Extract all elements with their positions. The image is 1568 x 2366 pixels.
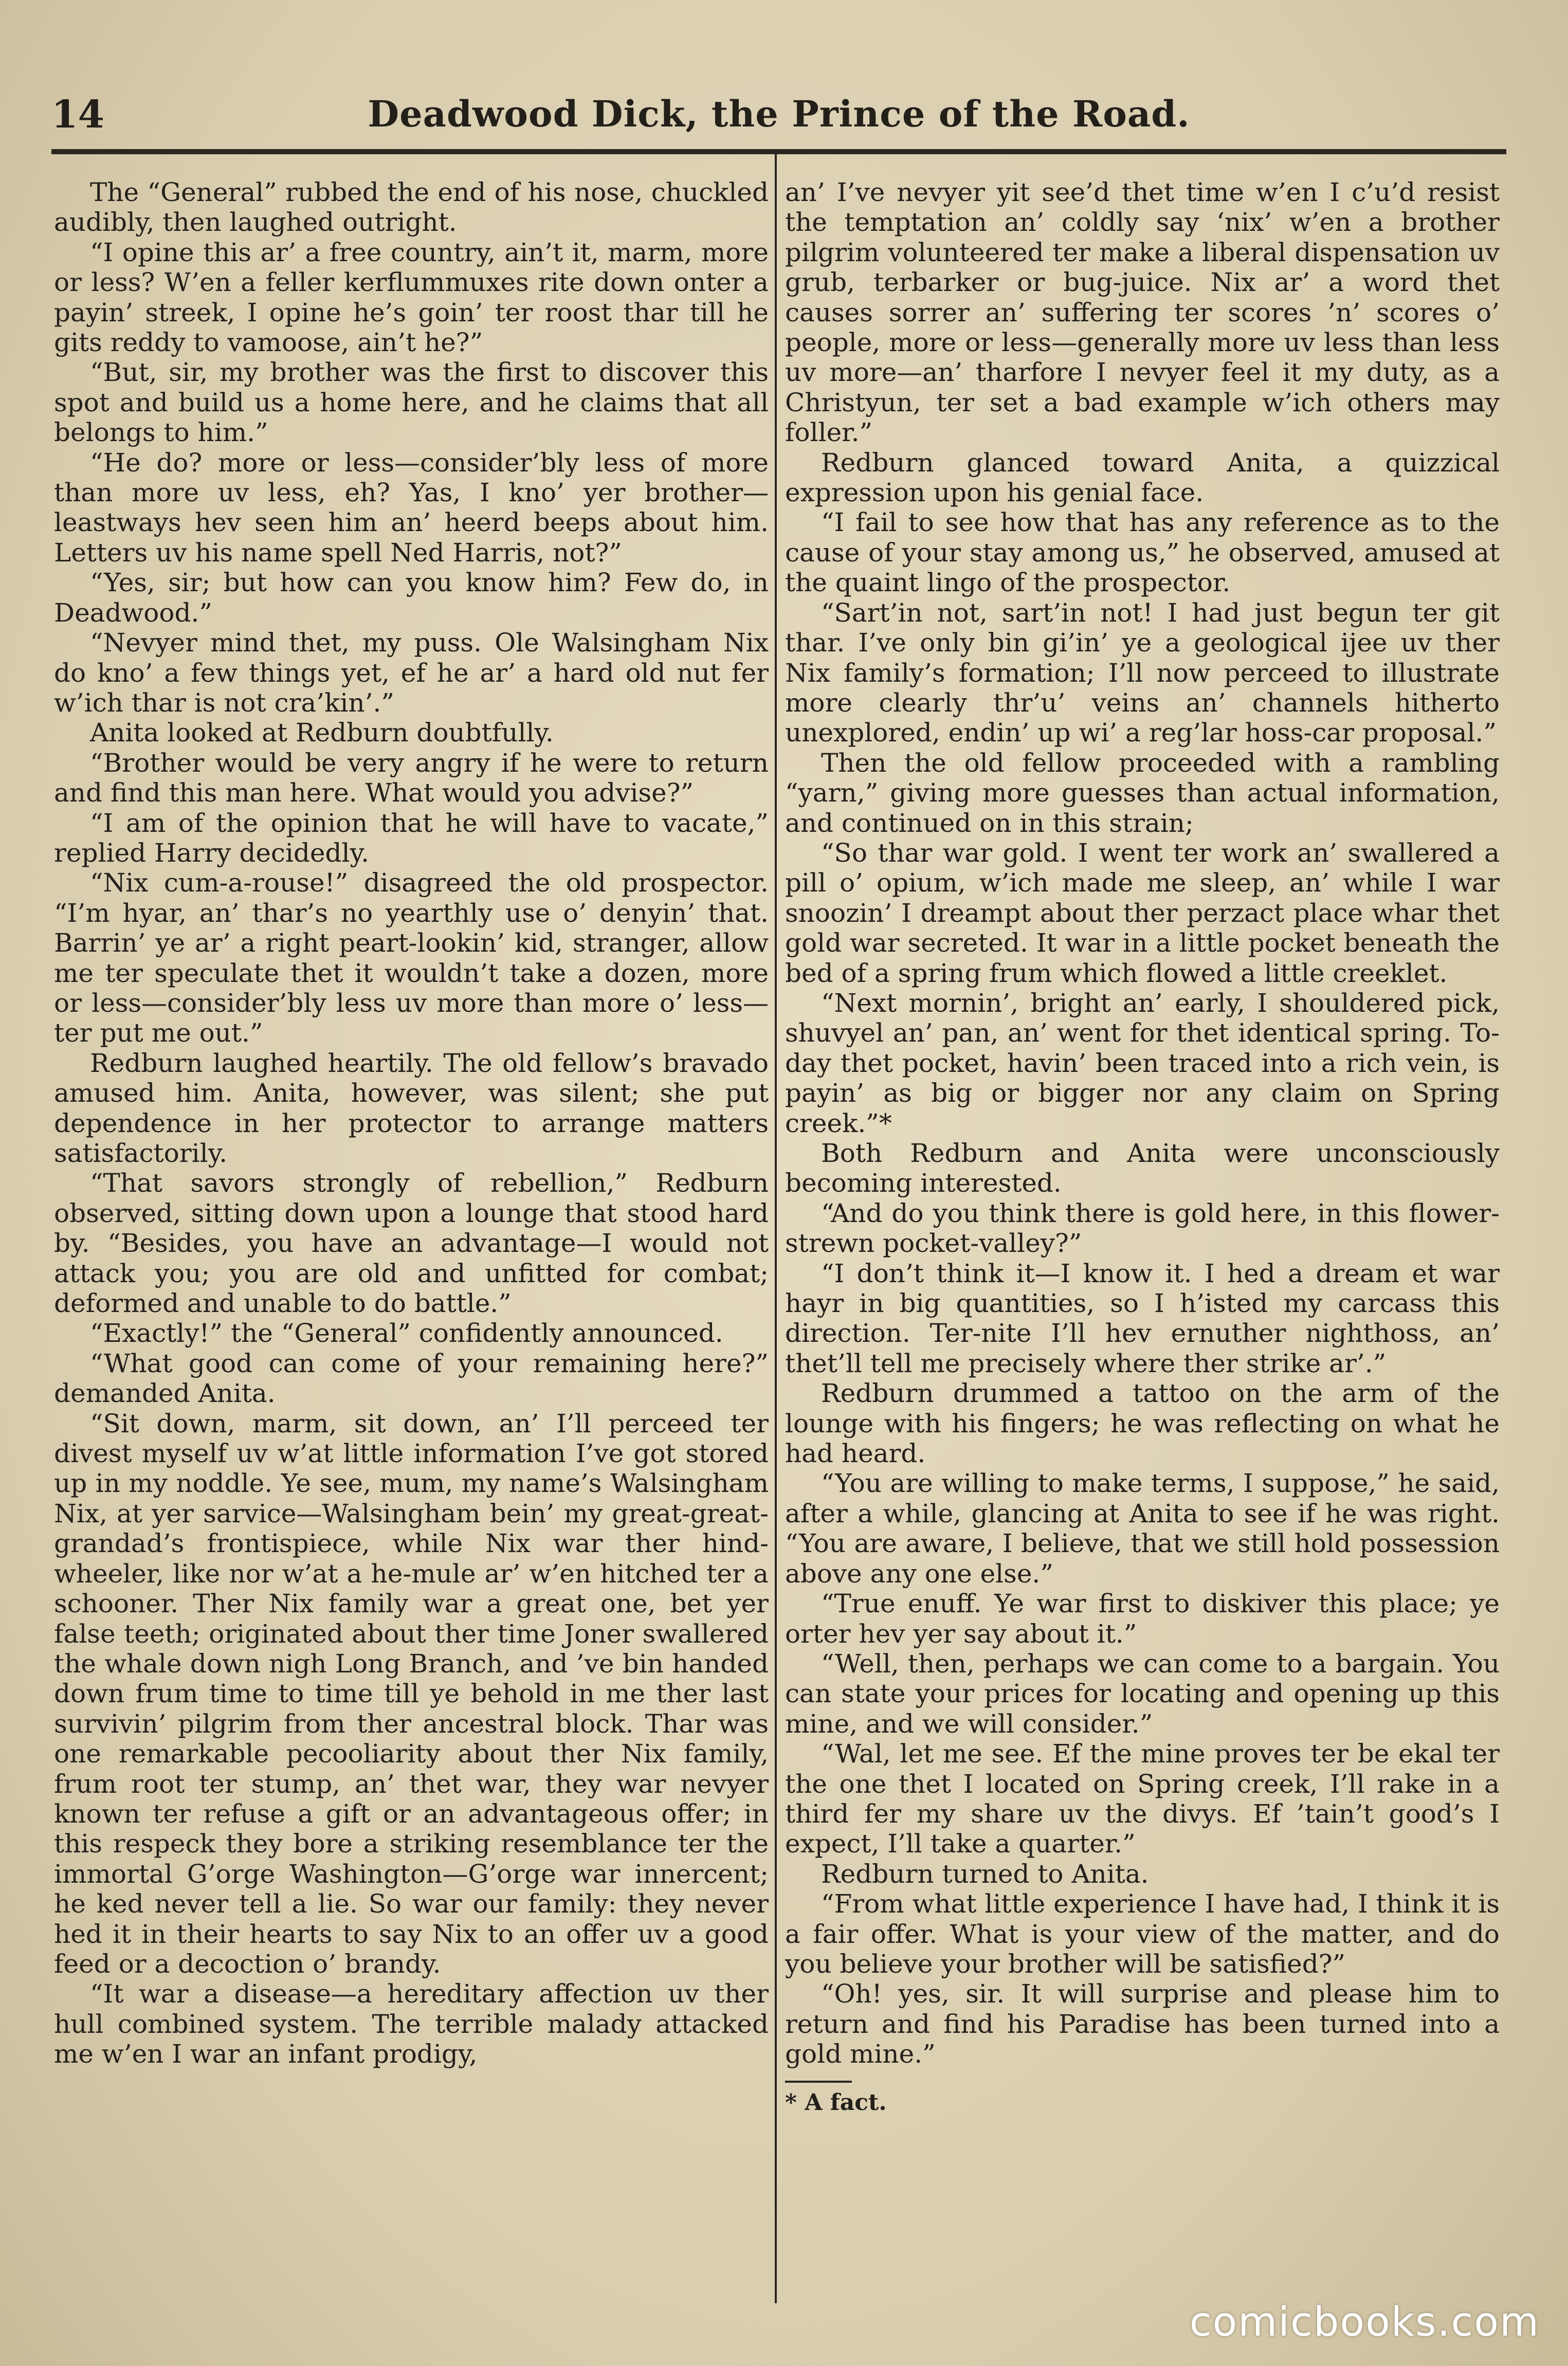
paragraph: Both Redburn and Anita were unconsciously becoming interested. [785,1138,1500,1198]
paragraph: “That savors strongly of rebellion,” Redburn observed, sitting down upon a lounge that stood hard by. “Besides, you have an advantage—I would not attack you; you are old and unfitted for combat; deformed and unable to do battle.” [54,1168,769,1319]
paragraph: “Oh! yes, sir. It will surprise and please him to return and find his Paradise has been turned into a gold mine.” [785,1979,1500,2069]
paragraph: “Yes, sir; but how can you know him? Few do, in Deadwood.” [54,568,769,628]
paragraph: “What good can come of your remaining here?” demanded Anita. [54,1348,769,1409]
paragraph: “Brother would be very angry if he were to return and find this man here. What would you advise?” [54,748,769,808]
left-column [54,177,769,2069]
paragraph: “You are willing to make terms, I suppose,” he said, after a while, glancing at Anita to see if he was right. “You are aware, I believe, that we still hold possession above any one else.” [785,1468,1500,1589]
paragraph: Redburn glanced toward Anita, a quizzical expression upon his genial face. [785,447,1500,508]
paragraph: Then the old fellow proceeded with a rambling “yarn,” giving more guesses than actual information, and continued on in this strain; [785,748,1500,838]
paragraph: “Nevyer mind thet, my puss. Ole Walsingham Nix do kno’ a few things yet, ef he ar’ a hard old nut fer w’ich thar is not cra’kin’.” [54,628,769,718]
page-header [51,87,1506,144]
paragraph: “From what little experience I have had, I think it is a fair offer. What is your view of the matter, and do you believe your brother will be satisfied?” [785,1889,1500,1979]
header-rule [51,149,1506,154]
right-column [785,177,1500,2118]
paragraph: “I fail to see how that has any reference as to the cause of your stay among us,” he observed, amused at the quaint lingo of the prospector. [785,507,1500,598]
watermark: comicbooks.com [1189,2299,1540,2345]
paragraph: “Wal, let me see. Ef the mine proves ter be ekal ter the one thet I located on Spring creek, I’ll rake in a third fer my share uv the divys. Ef ’tain’t good’s I expect, I’ll take a quarter.” [785,1739,1500,1859]
paragraph: “Exactly!” the “General” confidently announced. [90,1318,723,1349]
running-title: Deadwood Dick, the Prince of the Road. [368,93,1190,135]
paragraph: Anita looked at Redburn doubtfully. [90,718,554,748]
paragraph: “It war a disease—a hereditary affection uv ther hull combined system. The terrible malady attacked me w’en I war an infant prodigy, [54,1979,769,2069]
paragraph: “I opine this ar’ a free country, ain’t it, marm, more or less? W’en a feller kerflummuxes rite down onter a payin’ streek, I opine he’s goin’ ter roost thar till he gits reddy to vamoose, ain’t he?” [54,237,769,358]
paragraph: “But, sir, my brother was the first to discover this spot and build us a home here, and he claims that all belongs to him.” [54,357,769,448]
paragraph: “Next mornin’, bright an’ early, I shouldered pick, shuvyel an’ pan, an’ went for thet identical spring. To-day thet pocket, havin’ been traced into a rich vein, is payin’ as big or bigger nor any claim on Spring creek.”* [785,988,1500,1138]
paragraph: “True enuff. Ye war first to diskiver this place; ye orter hev yer say about it.” [785,1589,1500,1649]
paragraph: Redburn turned to Anita. [821,1859,1149,1889]
paragraph: Redburn laughed heartily. The old fellow’s bravado amused him. Anita, however, was silent; she put dependence in her protector to arrange matters satisfactorily. [54,1048,769,1168]
page-number: 14 [51,93,104,137]
paragraph: “So thar war gold. I went ter work an’ swallered a pill o’ opium, w’ich made me sleep, an’ while I war snoozin’ I dreampt about ther perzact place whar thet gold war secreted. It war in a little pocket beneath the bed of a spring frum which flowed a little creeklet. [785,838,1500,988]
column-divider [775,154,777,2303]
footnote: * A fact. [785,2089,887,2116]
paragraph: “Sart’in not, sart’in not! I had just begun ter git thar. I’ve only bin gi’in’ ye a geological ijee uv ther Nix family’s formation; I’ll now perceed to illustrate more clearly thr’u’ veins an’ channels hitherto unexplored, endin’ up wi’ a reg’lar hoss-car proposal.” [785,597,1500,748]
paragraph: “And do you think there is gold here, in this flower-strewn pocket-valley?” [785,1198,1500,1259]
paragraph: “He do? more or less—consider’bly less of more than more uv less, eh? Yas, I kno’ yer brother—leastways hev seen him an’ heerd beeps about him. Letters uv his name spell Ned Harris, not?” [54,447,769,568]
paragraph: an’ I’ve nevyer yit see’d thet time w’en I c’u’d resist the temptation an’ coldly say ‘nix’ w’en a brother pilgrim volunteered ter make a liberal dispensation uv grub, terbarker or bug-juice. Nix ar’ a word thet causes sorrer an’ suffering ter scores ’n’ scores o’ people, more or less—generally more uv less than less uv more—an’ tharfore I nevyer feel it my duty, as a Christyun, ter set a bad example w’ich others may foller.” [785,177,1500,448]
paragraph: “Nix cum-a-rouse!” disagreed the old prospector. “I’m hyar, an’ thar’s no yearthly use o’ denyin’ that. Barrin’ ye ar’ a right peart-lookin’ kid, stranger, allow me ter speculate thet it wouldn’t take a dozen, more or less—consider’bly less uv more than more o’ less—ter put me out.” [54,868,769,1048]
paragraph: “Well, then, perhaps we can come to a bargain. You can state your prices for locating and opening up this mine, and we will consider.” [785,1648,1500,1739]
footnote-rule [785,2081,852,2083]
paragraph: “I don’t think it—I know it. I hed a dream et war hayr in big quantities, so I h’isted my carcass this direction. Ter-nite I’ll hev ernuther nighthoss, an’ thet’ll tell me precisely where ther strike ar’.” [785,1258,1500,1378]
paragraph: The “General” rubbed the end of his nose, chuckled audibly, then laughed outright. [54,177,769,238]
paragraph: Redburn drummed a tattoo on the arm of the lounge with his fingers; he was reflecting on what he had heard. [785,1378,1500,1469]
paragraph: “Sit down, marm, sit down, an’ I’ll perceed ter divest myself uv w’at little information I’ve got stored up in my noddle. Ye see, mum, my name’s Walsingham Nix, at yer sarvice—Walsingham bein’ my great-great-grandad’s frontispiece, while Nix war ther hind-wheeler, like nor w’at a he-mule ar’ w’en hitched ter a schooner. Ther Nix family war a great one, bet yer false teeth; originated about ther time Joner swallered the whale down nigh Long Branch, and ’ve bin handed down frum time to time till ye behold in me ther last survivin’ pilgrim from ther ancestral block. Thar was one remarkable pecooliarity about ther Nix family, frum root ter stump, an’ thet war, they war nevyer known ter refuse a gift or an advantageous offer; in this respeck they bore a striking resemblance ter the immortal G’orge Washington—G’orge war innercent; he ked never tell a lie. So war our family: they never hed it in their hearts to say Nix to an offer uv a good feed or a decoction o’ brandy. [54,1408,769,1979]
paragraph: “I am of the opinion that he will have to vacate,” replied Harry decidedly. [54,808,769,868]
